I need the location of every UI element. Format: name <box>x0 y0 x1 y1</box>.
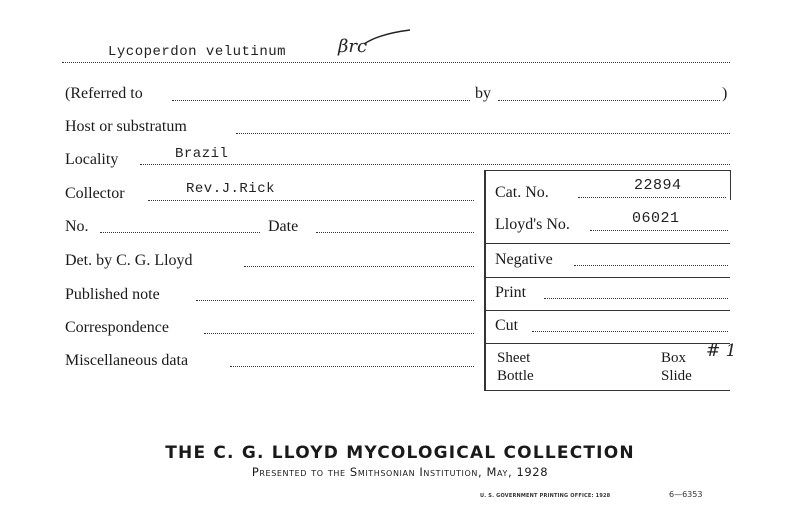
referred-to-label: (Referred to <box>65 85 143 102</box>
cat-no-value: 22894 <box>634 177 682 194</box>
negative-line <box>574 265 728 266</box>
lloyds-no-line <box>590 230 728 231</box>
misc-line <box>230 366 474 367</box>
slide-label: Slide <box>661 368 692 384</box>
cut-line <box>532 331 728 332</box>
box-right-stub <box>730 170 731 200</box>
published-note-line <box>196 300 474 301</box>
sheet-label: Sheet <box>497 350 531 366</box>
cat-no-line <box>578 197 726 198</box>
published-note-label: Published note <box>65 286 160 303</box>
footer-title: THE C. G. LLOYD MYCOLOGICAL COLLECTION <box>165 443 635 463</box>
bottle-label: Bottle <box>497 368 534 384</box>
collector-label: Collector <box>65 185 125 202</box>
cat-no-label: Cat. No. <box>495 184 549 201</box>
box-bottom-border <box>484 390 730 391</box>
det-by-line <box>244 266 474 267</box>
handwritten-annotation <box>336 26 416 62</box>
lloyds-no-label: Lloyd's No. <box>495 216 570 233</box>
host-line <box>236 133 730 134</box>
collector-value: Rev.J.Rick <box>186 181 276 197</box>
host-label: Host or substratum <box>65 118 187 135</box>
print-label: Print <box>495 284 527 301</box>
box-divider-1 <box>484 243 730 244</box>
collector-line <box>148 200 474 201</box>
print-line <box>544 298 728 299</box>
locality-label: Locality <box>65 151 119 168</box>
close-paren: ) <box>722 85 728 102</box>
correspondence-label: Correspondence <box>65 319 169 336</box>
det-by-label: Det. by C. G. Lloyd <box>65 252 193 269</box>
specimen-name: Lycoperdon velutinum <box>108 44 287 60</box>
date-line <box>316 232 474 233</box>
form-number: 6—6353 <box>669 490 703 499</box>
locality-line <box>140 164 730 165</box>
date-label: Date <box>268 218 299 235</box>
annotation-text: βrc <box>338 36 368 57</box>
name-line <box>62 62 730 63</box>
no-label: No. <box>65 218 89 235</box>
locality-value: Brazil <box>175 146 229 162</box>
correspondence-line <box>204 333 474 334</box>
by-label: by <box>475 85 491 102</box>
printer-imprint: U. S. GOVERNMENT PRINTING OFFICE: 1928 <box>480 493 611 499</box>
footer-subtitle: Presented to the Smithsonian Institution, May, 1928 <box>251 465 549 479</box>
cut-label: Cut <box>495 317 519 334</box>
misc-label: Miscellaneous data <box>65 352 189 369</box>
referred-to-line <box>172 100 470 101</box>
box-top-border <box>484 170 730 171</box>
box-left-border <box>484 170 486 390</box>
by-line <box>498 100 720 101</box>
negative-label: Negative <box>495 251 553 268</box>
box-number: # 1 <box>706 341 737 361</box>
box-divider-4 <box>484 343 730 344</box>
box-label: Box <box>661 350 687 366</box>
box-divider-2 <box>484 277 730 278</box>
lloyds-no-value: 06021 <box>632 210 680 227</box>
no-line <box>100 232 260 233</box>
box-divider-3 <box>484 310 730 311</box>
